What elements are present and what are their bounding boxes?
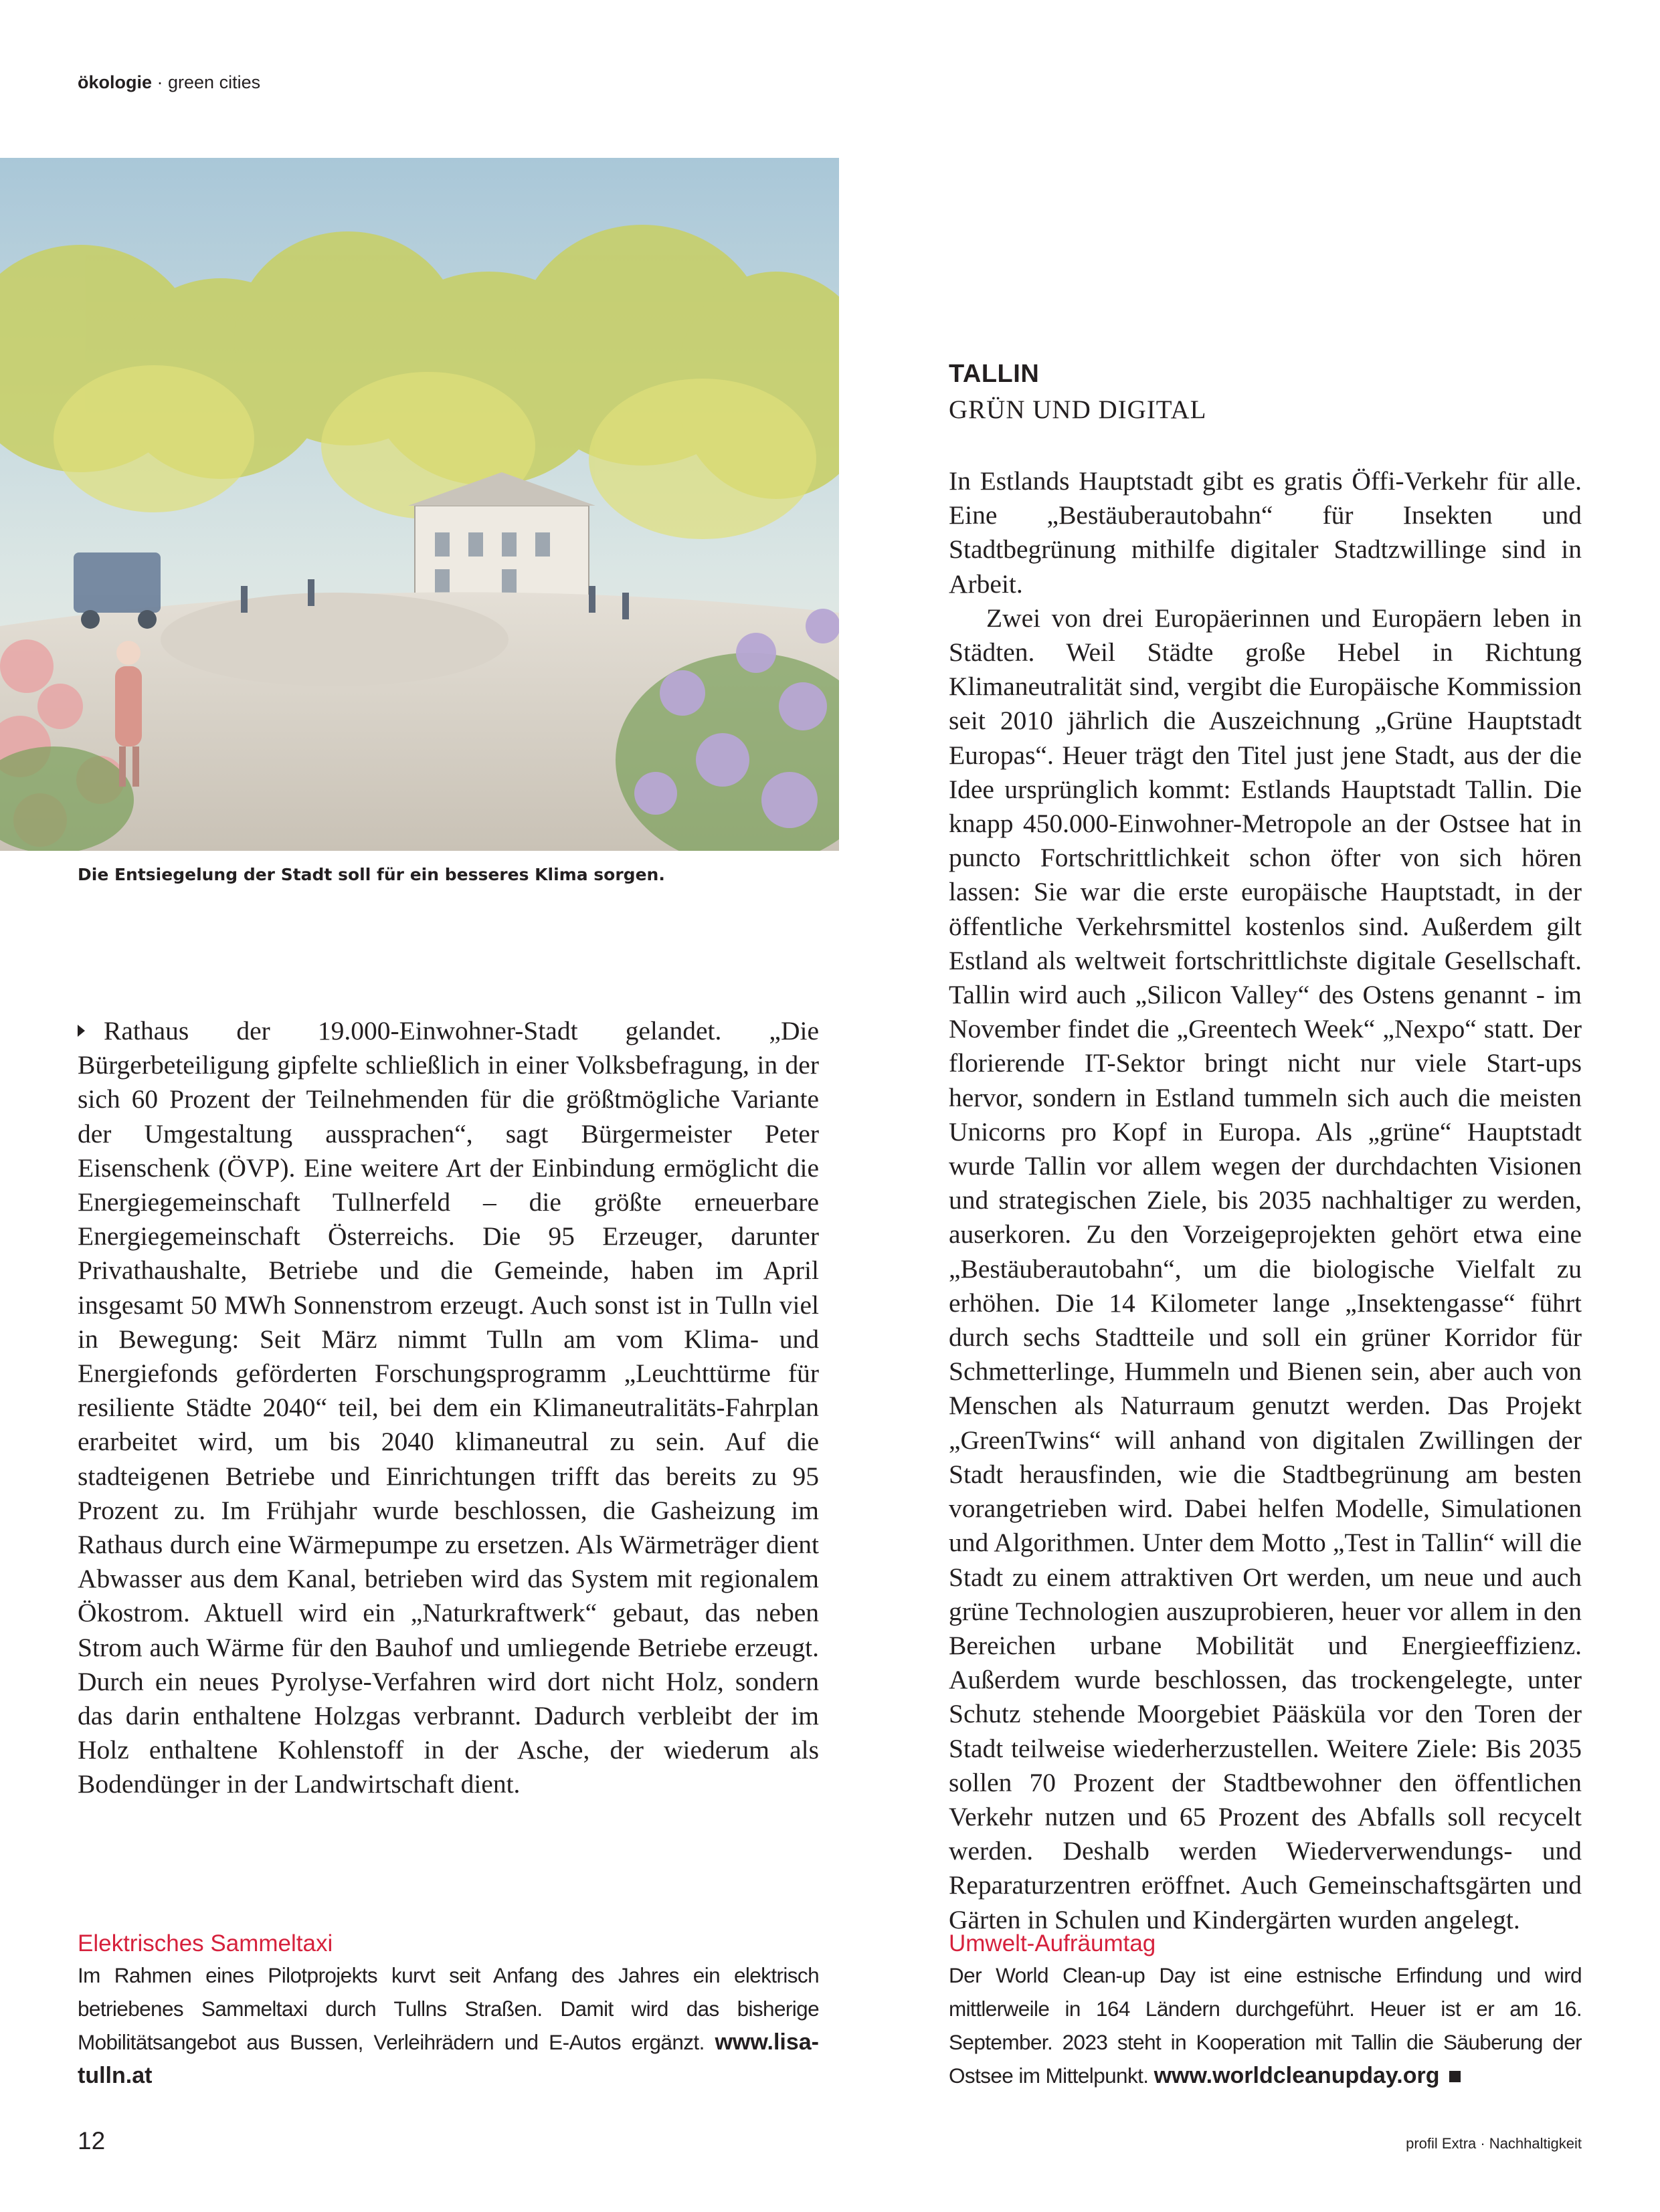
tallin-subheading: GRÜN UND DIGITAL: [949, 395, 1207, 424]
tallin-body: Zwei von drei Europäerinnen und Europäern leben in Städten. Weil Städte große Hebel in Richtung Klimaneutralität sind, vergibt die Europäische Kommission seit 2010 jährlich die Auszeichnung „Grüne Hauptstadt Europas“. Heuer trägt den Titel just jene Stadt, aus der die Idee ursprünglich kommt: Estlands Hauptstadt Tallin. Die knapp 450.000-Einwohner-Metropole an der Ostsee hat in puncto Fortschrittlichkeit schon öfter von sich hören lassen: Sie war die erste europäische Hauptstadt, in der öffentliche Verkehrsmittel kostenlos sind. Außerdem gilt Estland als weltweit fortschrittlichste digitale Gesellschaft. Tallin wird auch „Silicon Valley“ des Ostens genannt - im November findet die „Greentech Week“ „Nexpo“ statt. Der florierende IT-Sektor bringt nicht nur viele Start-ups hervor, sondern in Estland tummeln sich auch die meisten Unicorns pro Kopf in Europa. Als „grüne“ Hauptstadt wurde Tallin vor allem wegen der durchdachten Visionen und strategischen Ziele, bis 2035 nachhaltiger zu werden, auserkoren. Zu den Vorzeigeprojekten gehört etwa eine „Bestäuberautobahn“, um die biologische Vielfalt zu erhöhen. Die 14 Kilometer lange „Insektengasse“ führt durch sechs Stadtteile und soll ein grüner Korridor für Schmetterlinge, Hummeln und Bienen sein, aber auch von Menschen als Naturraum genutzt werden. Das Projekt „GreenTwins“ will anhand von digitalen Zwillingen der Stadt herausfinden, wie die Stadtbegrünung am besten vorangetrieben wird. Dabei helfen Modelle, Simulationen und Algorithmen. Unter dem Motto „Test in Tallin“ will die Stadt zu einem attraktiven Ort werden, um neue und auch grüne Technologien auszuprobieren, heuer vor allem in den Bereichen urbane Mobilität und Energieeffizienz. Außerdem wurde beschlossen, das trockengelegte, unter Schutz stehende Moorgebiet Pääsküla vor den Toren der Stadt teilweise wiederherzustellen. Weitere Ziele: Bis 2035 sollen 70 Prozent der Stadtbewohner den öffentlichen Verkehr nutzen und 65 Prozent des Abfalls soll recycelt werden. Deshalb werden Wiederverwendungs- und Reparaturzentren eröffnet. Auch Gemeinschaftsgärten und Gärten in Schulen und Kindergärten wurden angelegt.: [949, 603, 1582, 1934]
aufraeumtag-box-title: Umwelt-Aufräumtag: [949, 1930, 1156, 1956]
image-caption: Die Entsiegelung der Stadt soll für ein besseres Klima sorgen.: [78, 865, 665, 884]
continue-arrow-icon: [78, 1025, 85, 1037]
publication-footer: profil Extra · Nachhaltigkeit: [1406, 2135, 1582, 2152]
sammeltaxi-box: [78, 1958, 819, 2092]
worldcleanupday-link[interactable]: www.worldcleanupday.org: [1154, 2063, 1440, 2088]
page-number: 12: [78, 2127, 106, 2154]
aufraeumtag-box-text: Der World Clean-up Day ist eine estnische Erfindung und wird mittlerweile in 164 Ländern durchgeführt. Heuer ist er am 16. September. 2023 steht in Kooperation mit Tallin die Säuberung der Ostsee im Mittelpunkt.: [949, 1963, 1582, 2088]
left-body-paragraph: [78, 1014, 819, 1802]
left-body-text: Rathaus der 19.000-Einwohner-Stadt gelandet. „Die Bürgerbeteiligung gipfelte schließlich in einer Volksbefragung, in der sich 60 Prozent der Teilnehmenden für die größtmögliche Variante der Umgestaltung aussprachen“, sagt Bürgermeister Peter Eisenschenk (ÖVP). Eine weitere Art der Einbindung ermöglicht die Energiegemeinschaft Tullnerfeld – die größte erneuerbare Energiegemeinschaft Österreichs. Die 95 Erzeuger, darunter Privathaushalte, Betriebe und die Gemeinde, haben im April insgesamt 50 MWh Sonnenstrom erzeugt. Auch sonst ist in Tulln viel in Bewegung: Seit März nimmt Tulln am vom Klima- und Energiefonds geförderten Forschungsprogramm „Leuchttürme für resiliente Städte 2040“ teil, bei dem ein Klimaneutralitäts-Fahrplan erarbeitet wird, um bis 2040 klimaneutral zu sein. Auf die stadteigenen Betriebe und Einrichtungen trifft das bereits zu 95 Prozent zu. Im Frühjahr wurde beschlossen, die Gasheizung im Rathaus durch eine Wärmepumpe zu ersetzen. Als Wärmeträger dient Abwasser aus dem Kanal, betrieben wird das System mit regionalem Ökostrom. Aktuell wird ein „Naturkraftwerk“ gebaut, das neben Strom auch Wärme für den Bauhof und umliegende Betriebe erzeugt. Durch ein neues Pyrolyse-Verfahren wird dort nicht Holz, sondern das darin enthaltene Holzgas verbrannt. Dadurch verbleibt der im Holz enthaltene Kohlenstoff in der Asche, der wiederum als Bodendünger in der Landwirtschaft dient.: [78, 1016, 819, 1799]
sammeltaxi-box-text: Im Rahmen eines Pilotprojekts kurvt seit Anfang des Jahres ein elektrisch betriebenes Sammeltaxi durch Tullns Straßen. Damit wird das bisherige Mobilitätsangebot aus Bussen, Verleihrädern und E-Autos ergänzt.: [78, 1963, 819, 2054]
illustration-image: [0, 158, 839, 851]
section-topic: green cities: [168, 72, 261, 92]
tallin-lead: In Estlands Hauptstadt gibt es gratis Öffi-Verkehr für alle. Eine „Bestäuberautobahn“ für Insekten und Stadtbegrünung mithilfe digitaler Stadtzwillinge sind in Arbeit.: [949, 466, 1582, 599]
aufraeumtag-box: [949, 1958, 1582, 2092]
right-article-column: [949, 464, 1582, 1937]
header-separator: ·: [152, 72, 169, 92]
left-article-column: [78, 1014, 819, 1802]
lisa-tulln-link[interactable]: www.lisa-tulln.at: [78, 2029, 819, 2088]
sammeltaxi-box-title: Elektrisches Sammeltaxi: [78, 1930, 333, 1956]
tallin-heading: TALLIN: [949, 360, 1040, 388]
section-header: [78, 72, 260, 93]
end-mark-icon: [1449, 2071, 1461, 2082]
section-name: ökologie: [78, 72, 153, 92]
